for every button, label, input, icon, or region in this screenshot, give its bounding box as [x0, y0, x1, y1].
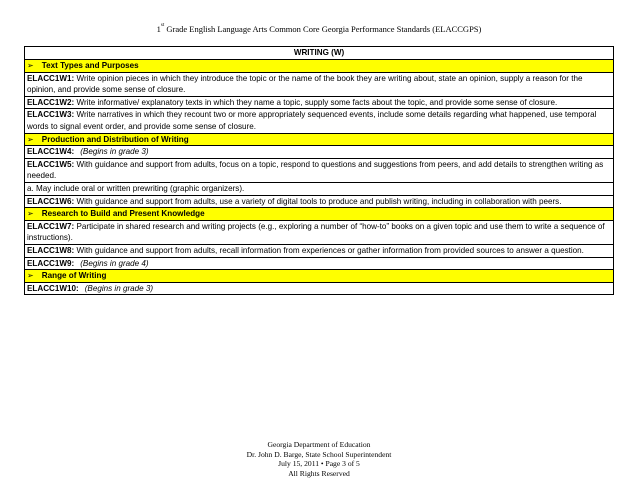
section-heading-text: Text Types and Purposes: [41, 61, 139, 70]
section-heading-row: [25, 133, 614, 146]
page-footer: [0, 440, 638, 479]
standard-text: Write opinion pieces in which they introduce the topic or the name of the book they are writing about, state an opinion, supply a reason for the opinion, and provide some sense of closure.: [27, 73, 583, 95]
standard-code: ELACC1W2:: [27, 97, 75, 107]
standard-row: [25, 182, 614, 195]
arrow-bullet-icon: ➢: [27, 61, 34, 70]
standard-cell: [25, 158, 614, 182]
standard-code: ELACC1W7:: [27, 221, 75, 231]
footer-date-page: July 15, 2011 • Page 3 of 5: [278, 459, 360, 469]
standard-row: [25, 220, 614, 244]
table-title: WRITING (W): [25, 47, 614, 60]
standard-code: ELACC1W1:: [27, 73, 75, 83]
section-heading-text: Production and Distribution of Writing: [41, 134, 189, 144]
standard-code: ELACC1W8:: [27, 245, 75, 255]
standard-substatement: a. May include oral or written prewriting (graphic organizers).: [25, 182, 614, 195]
standard-code: ELACC1W9:: [27, 258, 75, 268]
standard-cell: [25, 244, 614, 257]
standard-cell: [25, 195, 614, 208]
standard-cell: [25, 96, 614, 109]
standard-text: Participate in shared research and writing projects (e.g., exploring a number of “how-to” books on a given topic and use them to write a sequence of instructions).: [27, 221, 605, 243]
standard-code: ELACC1W5:: [27, 159, 75, 169]
footer-department: Georgia Department of Education: [267, 440, 371, 449]
grade-number: 1: [156, 24, 161, 34]
begins-in-grade-note: (Begins in grade 4): [80, 258, 149, 268]
standard-text: With guidance and support from adults, use a variety of digital tools to produce and publish writing, including in collaboration with peers.: [74, 196, 562, 206]
footer-rights: All Rights Reserved: [288, 469, 350, 479]
standard-cell: [25, 220, 614, 244]
standard-cell: [25, 257, 614, 270]
standard-row: [25, 109, 614, 133]
table-title-row: [25, 47, 614, 60]
section-heading-row: [25, 60, 614, 73]
arrow-bullet-icon: ➢: [27, 209, 34, 219]
section-heading: [25, 270, 614, 283]
standard-row: [25, 257, 614, 270]
standard-cell: [25, 72, 614, 96]
begins-in-grade-note: (Begins in grade 3): [80, 147, 149, 157]
standard-text: With guidance and support from adults, focus on a topic, respond to questions and suggestions from peers, and add details to strengthen writing as needed.: [27, 159, 604, 181]
standard-row: [25, 96, 614, 109]
section-heading: [25, 60, 614, 73]
standard-text: Write narratives in which they recount two or more appropriately sequenced events, include some details regarding what happened, use temporal words to signal event order, and provide some sense of closure.: [27, 110, 597, 131]
standard-cell: [25, 146, 614, 159]
standard-text: Write informative/ explanatory texts in which they name a topic, supply some facts about the topic, and provide some sense of closure.: [74, 97, 558, 107]
begins-in-grade-note: (Begins in grade 3): [84, 283, 154, 293]
section-heading: [25, 208, 614, 221]
standard-cell: [25, 109, 614, 133]
section-heading: [25, 133, 614, 146]
section-heading-row: [25, 270, 614, 283]
page-header: [0, 24, 638, 34]
footer-superintendent: Dr. John D. Barge, State School Superintendent: [246, 449, 392, 459]
section-heading-text: Range of Writing: [41, 271, 107, 281]
standard-row: [25, 72, 614, 96]
standard-code: ELACC1W6:: [27, 196, 75, 206]
standard-text: With guidance and support from adults, recall information from experiences or gather information from provided sources to answer a question.: [74, 245, 584, 255]
standard-code: ELACC1W10:: [27, 283, 79, 293]
standard-row: [25, 195, 614, 208]
standard-row: [25, 146, 614, 159]
standard-row: [25, 282, 614, 295]
section-heading-text: Research to Build and Present Knowledge: [41, 209, 205, 219]
standards-table: [24, 46, 614, 295]
standard-row: [25, 158, 614, 182]
page-header-title: Grade English Language Arts Common Core Georgia Performance Standards (ELACCGPS): [164, 24, 482, 34]
arrow-bullet-icon: ➢: [27, 271, 34, 281]
standard-code: ELACC1W4:: [27, 147, 75, 157]
standard-code: ELACC1W3:: [27, 110, 75, 120]
standard-cell: [25, 282, 614, 295]
grade-superscript: st: [160, 23, 165, 28]
standard-row: [25, 244, 614, 257]
arrow-bullet-icon: ➢: [27, 134, 34, 144]
section-heading-row: [25, 208, 614, 221]
